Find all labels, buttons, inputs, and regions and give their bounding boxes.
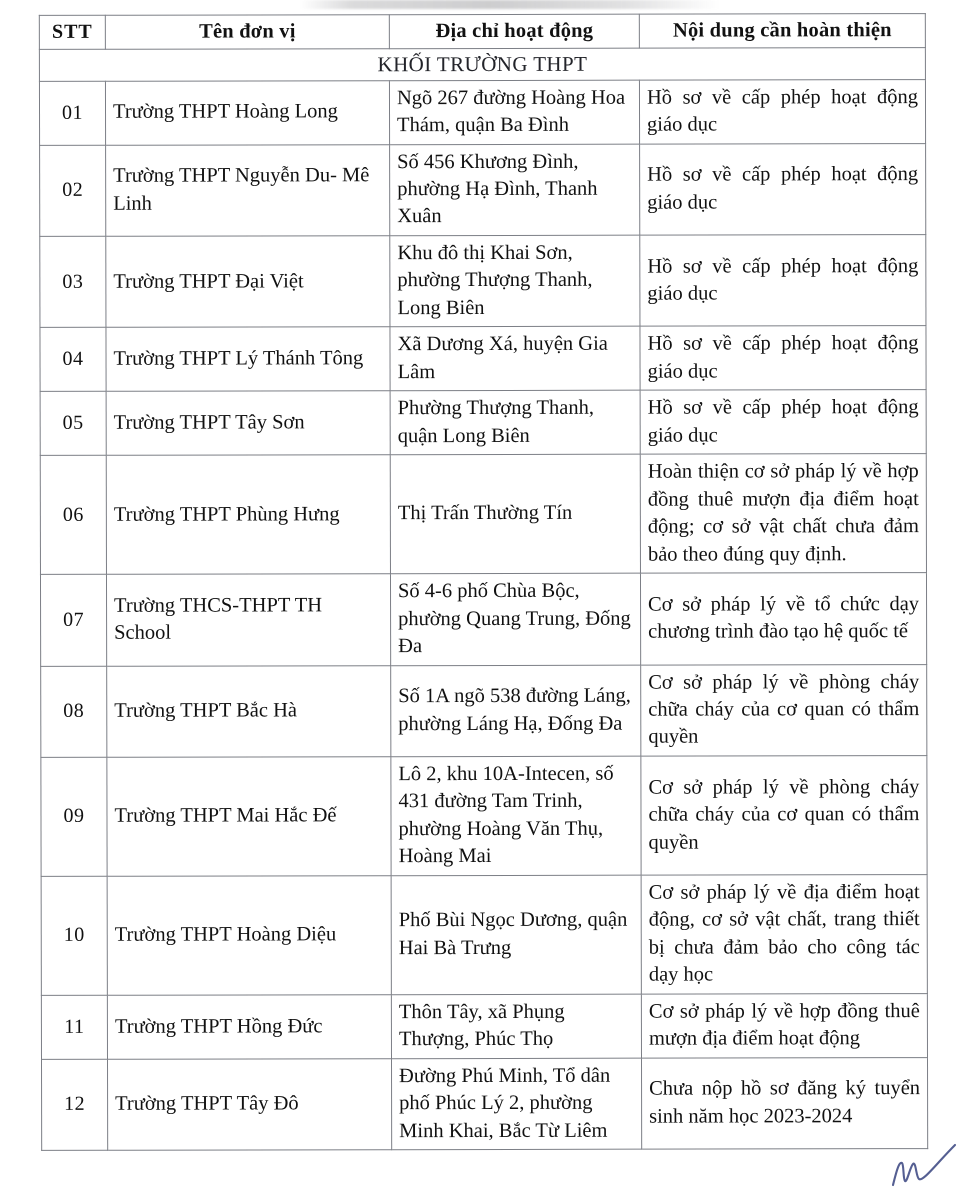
row-note: Hồ sơ về cấp phép hoạt động giáo dục [639, 79, 925, 144]
table-row [40, 326, 926, 392]
row-note: Cơ sở pháp lý về tổ chức dạy chương trình đào tạo hệ quốc tế [640, 573, 926, 665]
document-sheet [40, 14, 926, 1150]
table-row [40, 143, 926, 236]
row-stt: 12 [41, 1059, 107, 1151]
schools-table [39, 13, 928, 1151]
row-school-name: Trường THPT Phùng Hưng [106, 455, 390, 574]
row-address: Lô 2, khu 10A-Intecen, số 431 đường Tam Trinh, phường Hoàng Văn Thụ, Hoàng Mai [391, 756, 641, 875]
row-address: Đường Phú Minh, Tổ dân phố Phúc Lý 2, phường Minh Khai, Bắc Từ Liêm [391, 1058, 641, 1150]
table-row [41, 993, 927, 1059]
row-stt: 01 [39, 81, 105, 145]
row-school-name: Trường THPT Tây Đô [107, 1058, 391, 1150]
row-note: Hồ sơ về cấp phép hoạt động giáo dục [640, 326, 926, 391]
column-header-name: Tên đơn vị [105, 15, 389, 49]
column-header-stt: STT [39, 15, 105, 49]
row-address: Ngõ 267 đường Hoàng Hoa Thám, quận Ba Đình [389, 80, 639, 144]
table-body [39, 47, 927, 1150]
table-row [40, 454, 926, 575]
row-stt: 02 [40, 145, 106, 237]
table-row [40, 390, 926, 456]
row-note: Hồ sơ về cấp phép hoạt động giáo dục [640, 390, 926, 455]
row-school-name: Trường THPT Hồng Đức [107, 994, 391, 1059]
table-row [40, 573, 926, 666]
row-stt: 04 [40, 328, 106, 392]
row-stt: 05 [40, 392, 106, 456]
row-note: Cơ sở pháp lý về địa điểm hoạt động, cơ sở vật chất, trang thiết bị chưa đảm bảo cho công tác dạy học [641, 874, 927, 993]
row-address: Xã Dương Xá, huyện Gia Lâm [390, 327, 640, 391]
row-school-name: Trường THPT Mai Hắc Đế [107, 757, 391, 876]
row-school-name: Trường THPT Hoàng Long [105, 80, 389, 145]
row-address: Thị Trấn Thường Tín [390, 454, 640, 573]
table-header [39, 14, 925, 49]
row-note: Cơ sở pháp lý về phòng cháy chữa cháy của cơ quan có thẩm quyền [641, 664, 927, 756]
row-stt: 07 [40, 574, 106, 666]
table-row [40, 235, 926, 328]
scan-artifact-top-text [300, 0, 720, 9]
header-row [39, 14, 925, 49]
table-row [39, 79, 925, 145]
row-note: Chưa nộp hồ sơ đăng ký tuyển sinh năm học 2023-2024 [641, 1057, 927, 1149]
row-address: Phố Bùi Ngọc Dương, quận Hai Bà Trưng [391, 875, 641, 994]
section-heading-label: KHỐI TRƯỜNG THPT [39, 47, 925, 81]
row-note: Hồ sơ về cấp phép hoạt động giáo dục [640, 235, 926, 327]
row-note: Hồ sơ về cấp phép hoạt động giáo dục [640, 143, 926, 235]
row-stt: 09 [41, 757, 107, 876]
table-row [41, 1057, 927, 1150]
table-row [41, 664, 927, 757]
row-school-name: Trường THPT Nguyễn Du- Mê Linh [106, 144, 390, 236]
row-stt: 03 [40, 236, 106, 328]
row-school-name: Trường THPT Lý Thánh Tông [106, 327, 390, 392]
row-school-name: Trường THCS-THPT TH School [106, 574, 390, 666]
row-stt: 10 [41, 876, 107, 995]
row-address: Thôn Tây, xã Phụng Thượng, Phúc Thọ [391, 994, 641, 1058]
row-school-name: Trường THPT Đại Việt [106, 236, 390, 328]
row-address: Số 456 Khương Đình, phường Hạ Đình, Thanh Xuân [390, 144, 640, 236]
row-note: Hoàn thiện cơ sở pháp lý về hợp đồng thuê mượn địa điểm hoạt động; cơ sở vật chất chưa đảm bảo theo đúng quy định. [640, 454, 926, 573]
row-school-name: Trường THPT Bắc Hà [107, 665, 391, 757]
row-school-name: Trường THPT Tây Sơn [106, 391, 390, 456]
row-address: Phường Thượng Thanh, quận Long Biên [390, 390, 640, 454]
row-note: Cơ sở pháp lý về hợp đồng thuê mượn địa điểm hoạt động [641, 993, 927, 1058]
column-header-note: Nội dung cần hoàn thiện [639, 14, 925, 48]
row-stt: 08 [41, 666, 107, 758]
row-address: Số 4-6 phố Chùa Bộc, phường Quang Trung, Đống Đa [390, 573, 640, 665]
row-school-name: Trường THPT Hoàng Diệu [107, 875, 391, 994]
row-stt: 11 [41, 995, 107, 1059]
row-address: Khu đô thị Khai Sơn, phường Thượng Thanh, Long Biên [390, 235, 640, 327]
row-stt: 06 [40, 456, 106, 575]
row-address: Số 1A ngõ 538 đường Láng, phường Láng Hạ, Đống Đa [391, 665, 641, 757]
row-note: Cơ sở pháp lý về phòng cháy chữa cháy của cơ quan có thẩm quyền [641, 755, 927, 874]
table-row [41, 874, 927, 995]
table-row [41, 755, 927, 876]
section-heading-row [39, 47, 925, 81]
column-header-address: Địa chỉ hoạt động [389, 14, 639, 48]
